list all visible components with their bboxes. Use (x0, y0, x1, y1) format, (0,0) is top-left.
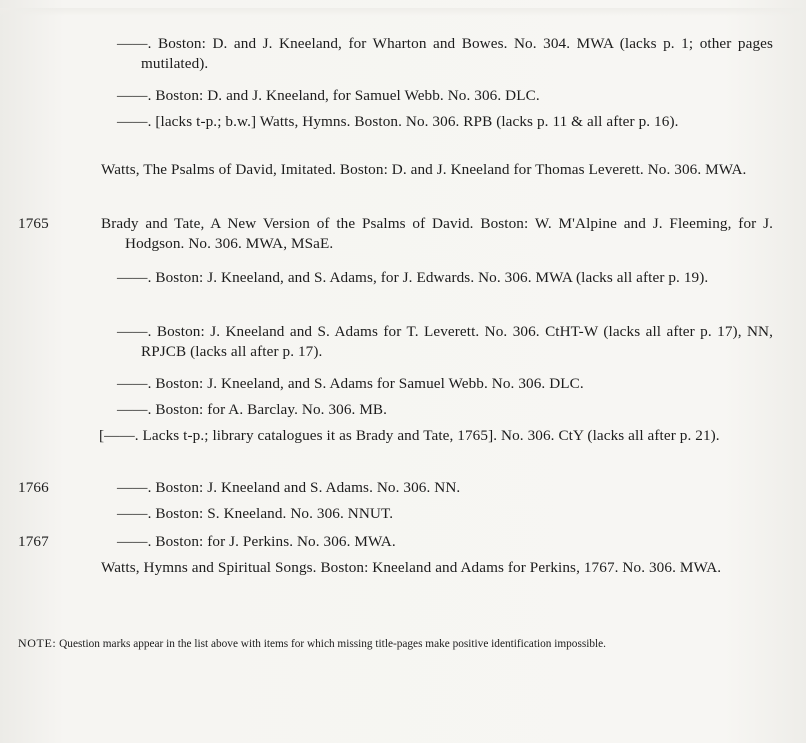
entry-text: ——. Boston: J. Kneeland, and S. Adams for Samuel Webb. No. 306. DLC. (117, 375, 584, 392)
entry-text: Brady and Tate, A New Version of the Psalms of David. Boston: W. M'Alpine and J. Fleeming, for J. Hodgson. No. 306. MWA, MSaE. (101, 215, 773, 252)
entry-text: ——. Boston: J. Kneeland and S. Adams. No. 306. NN. (117, 479, 461, 496)
bibliography-entry (0, 504, 806, 524)
entry-text: ——. Boston: for J. Perkins. No. 306. MWA. (117, 533, 396, 550)
bibliography-entry (0, 400, 806, 420)
page-note (18, 634, 750, 653)
entry-text: ——. Boston: J. Kneeland and S. Adams for T. Leverett. No. 306. CtHT-W (lacks all after p. 17), NN, RPJCB (lacks all after p. 17). (117, 323, 773, 360)
entry-text: ——. [lacks t-p.; b.w.] Watts, Hymns. Boston. No. 306. RPB (lacks p. 11 & all after p. 16). (117, 113, 679, 130)
bibliography-entry (0, 86, 806, 106)
bibliography-entry (0, 558, 806, 578)
bibliography-entry (0, 478, 806, 498)
bibliography-entry (0, 426, 806, 446)
entry-year: 1767 (18, 533, 49, 550)
bibliography-entry (0, 322, 806, 362)
entry-text: Watts, The Psalms of David, Imitated. Boston: D. and J. Kneeland for Thomas Leverett. No. 306. MWA. (101, 161, 747, 178)
note-label: NOTE: (18, 636, 57, 650)
bibliography-entry (0, 112, 806, 132)
entry-text: Watts, Hymns and Spiritual Songs. Boston: Kneeland and Adams for Perkins, 1767. No. 306. MWA. (101, 559, 722, 576)
entry-text: [——. Lacks t-p.; library catalogues it as Brady and Tate, 1765]. No. 306. CtY (lacks all after p. 21). (99, 427, 720, 444)
bibliography-entry (0, 374, 806, 394)
bibliography-entry (0, 268, 806, 288)
entry-text: ——. Boston: S. Kneeland. No. 306. NNUT. (117, 505, 394, 522)
entry-text: ——. Boston: for A. Barclay. No. 306. MB. (117, 401, 388, 418)
entry-text: ——. Boston: J. Kneeland, and S. Adams, for J. Edwards. No. 306. MWA (lacks all after p. 19). (117, 269, 709, 286)
note-text: Question marks appear in the list above with items for which missing title-pages make positive identification impossible. (56, 638, 607, 650)
page-top-shadow (0, 8, 806, 16)
entry-year: 1765 (18, 215, 49, 232)
bibliography-entry (0, 532, 806, 552)
entry-text: ——. Boston: D. and J. Kneeland, for Samuel Webb. No. 306. DLC. (117, 87, 540, 104)
bibliography-entry (0, 214, 806, 254)
bibliography-entry (0, 34, 806, 74)
entry-year: 1766 (18, 479, 49, 496)
entry-text: ——. Boston: D. and J. Kneeland, for Wharton and Bowes. No. 304. MWA (lacks p. 1; other pages mutilated). (117, 35, 773, 72)
bibliography-entry (0, 160, 806, 180)
